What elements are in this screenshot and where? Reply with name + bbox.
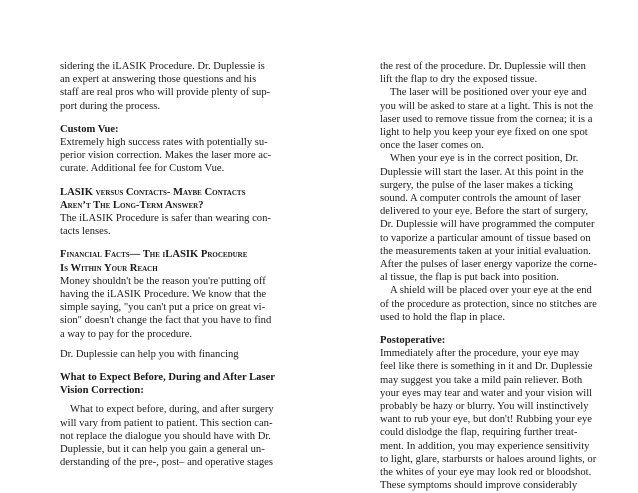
- text-line: the rest of the procedure. Dr. Duplessie will then: [380, 61, 586, 72]
- text-line: The iLASIK Procedure is safer than wearing con-: [60, 213, 271, 225]
- what-to-expect-section: [60, 371, 275, 469]
- text-line: an expert at answering those questions and his: [60, 74, 257, 86]
- section-heading: What to Expect Before, During and After Laser: [60, 372, 275, 384]
- text-line: used to hold the flap in place.: [380, 311, 506, 323]
- procedure-paragraph: [380, 60, 586, 86]
- text-line: simple saying, "you can't put a price on great vi-: [60, 302, 266, 314]
- text-line: once the laser comes on.: [380, 140, 484, 152]
- text-line: derstanding of the pre-, post– and operative stages: [60, 457, 273, 469]
- lasik-vs-contacts-section: [60, 186, 271, 239]
- text-line: Immediately after the procedure, your eye may: [380, 348, 580, 360]
- text-line: The laser will be positioned over your eye and: [390, 87, 587, 99]
- financing-note: Dr. Duplessie can help you with financing: [60, 348, 239, 360]
- text-line: Extremely high success rates with potentially su-: [60, 137, 268, 149]
- text-line: probably be hazy or blurry. You will instinctively: [380, 401, 589, 413]
- text-line: could dislodge the flap, requiring further treat-: [380, 427, 578, 439]
- text-line: of the procedure as protection, since no stitches are: [380, 298, 597, 310]
- text-line: After the pulses of laser energy vaporize the corne-: [380, 259, 597, 271]
- section-heading: Is Within Your Reach: [60, 262, 158, 274]
- text-line: These symptoms should improve considerably: [380, 480, 578, 492]
- text-line: port during the process.: [60, 100, 161, 112]
- section-heading: Aren’t The Long-Term Answer?: [60, 199, 204, 211]
- text-line: your eyes may tear and water and your vision will: [380, 387, 593, 399]
- shield-paragraph: [380, 284, 597, 324]
- text-line: perior vision correction. Makes the laser more ac-: [60, 150, 272, 162]
- text-line: the whites of your eye may look red or bloodshot.: [380, 467, 592, 479]
- text-line: sion" doesn't change the fact that you have to find: [60, 315, 272, 327]
- text-line: having the iLASIK Procedure. We know that the: [60, 289, 267, 301]
- text-line: ment. In addition, you may experience sensitivity: [380, 440, 590, 452]
- text-line: to vaporize a particular amount of tissue based on: [380, 232, 591, 244]
- laser-paragraph: [380, 86, 594, 152]
- text-line: When your eye is in the correct position, Dr.: [390, 153, 579, 165]
- text-line: sidering the iLASIK Procedure. Dr. Duplessie is: [60, 61, 265, 72]
- text-line: sound. A computer controls the amount of laser: [380, 193, 581, 205]
- section-heading: Vision Correction:: [60, 385, 144, 397]
- text-line: Dr. Duplessie will have programmed the computer: [380, 219, 595, 231]
- text-line: Duplessie, but it can help you gain a general un-: [60, 444, 265, 456]
- text-line: A shield will be placed over your eye at the end: [390, 285, 592, 297]
- text-line: a way to pay for the procedure.: [60, 328, 193, 340]
- postoperative-section: [380, 334, 597, 492]
- text-line: you will be asked to stare at a light. This is not the: [380, 100, 594, 112]
- text-line: will vary from patient to patient. This section can-: [60, 417, 273, 429]
- section-heading: Postoperative:: [380, 335, 446, 347]
- text-line: surgery, the pulse of the laser makes a ticking: [380, 179, 573, 191]
- text-line: not replace the dialogue you should have with Dr.: [60, 430, 271, 442]
- text-line: laser used to remove tissue from the cornea; it is a: [380, 113, 593, 125]
- text-line: feel like there is something in it and Dr. Duplessie: [380, 361, 593, 373]
- laser-start-paragraph: [380, 152, 597, 284]
- text-line: light to help you keep your eye fixed on one spot: [380, 127, 588, 139]
- text-line: Duplessie will start the laser. At this point in the: [380, 166, 584, 178]
- text-line: delivered to your eye. Before the start of surgery,: [380, 206, 588, 218]
- text-line: al tissue, the flap is put back into position.: [380, 272, 559, 284]
- section-heading: Financial Facts— The iLASIK Procedure: [60, 249, 248, 261]
- right-column: [380, 60, 597, 493]
- left-column: [60, 60, 275, 469]
- text-line: want to rub your eye, but don't! Rubbing your eye: [380, 414, 592, 426]
- text-line: tacts lenses.: [60, 226, 111, 238]
- section-heading: LASIK versus Contacts- Maybe Contacts: [60, 186, 246, 198]
- text-line: may suggest you take a mild pain reliever. Both: [380, 374, 583, 386]
- text-line: Money shouldn't be the reason you're putting off: [60, 275, 266, 287]
- text-line: What to expect before, during, and after surgery: [70, 404, 274, 416]
- section-heading: Custom Vue:: [60, 123, 119, 135]
- custom-vue-section: [60, 123, 272, 176]
- intro-paragraph: [60, 60, 271, 113]
- financial-facts-section: [60, 248, 272, 361]
- text-line: lift the flap to dry the exposed tissue.: [380, 74, 538, 86]
- text-line: curate. Additional fee for Custom Vue.: [60, 163, 225, 175]
- text-line: to light, glare, starbursts or haloes around lights, or: [380, 453, 597, 465]
- text-line: staff are real pros who will provide plenty of sup-: [60, 87, 271, 99]
- text-line: the measurements taken at your initial evaluation.: [380, 245, 591, 257]
